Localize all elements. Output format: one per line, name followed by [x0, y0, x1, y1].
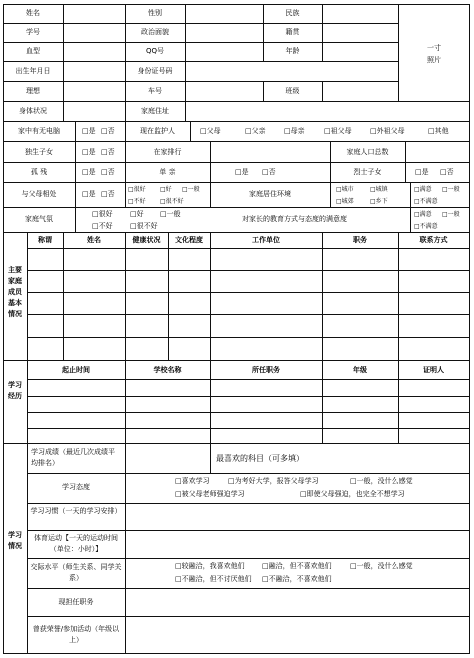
col-line	[63, 61, 64, 81]
label-parent-relation: 与父母相处	[21, 190, 57, 198]
col-line	[210, 443, 211, 473]
header-school: 学校名称	[153, 366, 182, 374]
row-line	[27, 379, 470, 380]
row-line	[3, 101, 470, 102]
col-line	[185, 4, 186, 61]
row-line	[27, 473, 470, 474]
row-line	[27, 558, 470, 559]
label-family-rank: 在家排行	[153, 148, 182, 156]
residence-city-checkbox[interactable]: □城市	[336, 186, 354, 193]
photo-placeholder: 一寸 照片	[427, 44, 441, 64]
atmosphere-average-checkbox[interactable]: □一般	[160, 210, 181, 218]
border-top	[3, 4, 470, 5]
guardian-other-checkbox[interactable]: □其他	[428, 127, 449, 135]
single-parent-no-checkbox[interactable]: □否	[262, 168, 276, 176]
header-role: 所任职务	[252, 366, 280, 374]
atmosphere-very-good-checkbox[interactable]: □很好	[92, 210, 113, 218]
col-line	[63, 101, 64, 121]
col-line	[322, 81, 323, 101]
col-line	[75, 207, 76, 232]
relation-bad-checkbox[interactable]: □不好	[128, 198, 146, 205]
row-line	[3, 182, 470, 183]
header-period: 起止时间	[62, 366, 90, 374]
guardian-father-checkbox[interactable]: □父亲	[245, 127, 266, 135]
label-qq: QQ号	[145, 47, 165, 55]
average-checkbox[interactable]: □一般	[442, 186, 460, 193]
attitude-forced-checkbox[interactable]: □被父母老师强迫学习	[175, 490, 245, 498]
row-line	[27, 530, 470, 531]
header-health: 健康状况	[132, 236, 161, 244]
martyr-yes-checkbox[interactable]: □是	[415, 168, 429, 176]
label-computer: 家中有无电脑	[18, 127, 60, 135]
col-line	[75, 141, 76, 162]
col-line	[63, 232, 64, 360]
label-habits: 学习习惯（一天的学习安排）	[30, 507, 122, 515]
attitude-neutral-checkbox[interactable]: □一般，没什么感觉	[350, 477, 413, 485]
label-social: 交际水平（师生关系、同学关系）	[30, 563, 122, 582]
parent-relation-yes-checkbox[interactable]: □是	[82, 190, 96, 198]
social-discord-not-hate-checkbox[interactable]: □不融洽，但不讨厌他们	[175, 575, 252, 583]
orphan-yes-checkbox[interactable]: □是	[82, 168, 96, 176]
label-address: 家庭住址	[141, 107, 169, 115]
label-orphan: 孤 残	[30, 168, 48, 176]
col-line	[322, 232, 323, 360]
social-harmonious-dislike-checkbox[interactable]: □融洽，但不喜欢他们	[262, 562, 332, 570]
header-witness: 证明人	[423, 366, 444, 374]
row-line	[27, 270, 470, 271]
label-age: 年龄	[285, 47, 300, 55]
relation-very-good-checkbox[interactable]: □很好	[128, 186, 146, 193]
label-name: 姓名	[26, 9, 40, 17]
header-title: 称谓	[38, 236, 52, 244]
relation-good-checkbox[interactable]: □好	[160, 186, 172, 193]
label-family-atmosphere: 家庭气氛	[25, 215, 53, 223]
label-political-status: 政治面貌	[141, 28, 169, 36]
row-line	[3, 162, 470, 163]
col-line	[75, 162, 76, 182]
col-line	[398, 232, 399, 360]
row-line	[27, 396, 470, 397]
col-line	[210, 162, 211, 182]
label-edu-satisfaction: 对家长的教育方式与态度的满意度	[242, 215, 347, 223]
col-line	[210, 232, 211, 360]
attitude-like-checkbox[interactable]: □喜欢学习	[175, 477, 210, 485]
row-line	[27, 314, 470, 315]
guardian-mother-checkbox[interactable]: □母亲	[284, 127, 305, 135]
col-line	[63, 81, 64, 101]
computer-no-checkbox[interactable]: □否	[101, 127, 115, 135]
row-line	[3, 121, 470, 122]
label-single-parent: 单 亲	[159, 168, 176, 176]
label-ethnicity: 民族	[285, 9, 300, 17]
label-gender: 性别	[148, 9, 162, 17]
atmosphere-very-bad-checkbox[interactable]: □很不好	[130, 222, 158, 230]
label-martyr: 烈士子女	[353, 168, 382, 176]
col-line	[185, 61, 186, 81]
guardian-maternal-grandparents-checkbox[interactable]: □外祖父母	[370, 127, 405, 135]
label-bus-no: 车号	[148, 87, 162, 95]
row-line	[27, 616, 470, 617]
col-line	[405, 162, 406, 182]
label-blood-type: 血型	[26, 47, 40, 55]
row-line	[27, 412, 470, 413]
header-contact: 联系方式	[419, 236, 448, 244]
computer-yes-checkbox[interactable]: □是	[82, 127, 96, 135]
row-line	[27, 337, 470, 338]
col-line	[125, 182, 126, 207]
col-line	[75, 121, 76, 141]
family-section-title: 主要家庭成员基本情况	[8, 266, 22, 318]
guardian-grandparents-checkbox[interactable]: □祖父母	[324, 127, 352, 135]
label-honors: 曾获荣誉/参加活动（年级以上）	[32, 625, 120, 644]
atmosphere-good-checkbox[interactable]: □好	[130, 210, 144, 218]
label-attitude: 学习态度	[62, 483, 90, 491]
residence-suburb-checkbox[interactable]: □城郊	[336, 198, 354, 205]
label-grades: 学习成绩（最近几次成绩平均排名）	[31, 448, 115, 467]
header-workplace: 工作单位	[252, 236, 280, 244]
edu-satisfied-checkbox[interactable]: □满意	[414, 211, 432, 218]
col-line	[185, 101, 186, 121]
label-favorite-subject: 最喜欢的科目（可多填）	[216, 454, 304, 463]
social-discord-dislike-checkbox[interactable]: □不融洽，不喜欢他们	[262, 575, 332, 583]
col-line	[190, 121, 191, 141]
social-neutral-checkbox[interactable]: □一般，没什么感觉	[350, 562, 413, 570]
row-line	[3, 207, 470, 208]
row-line	[27, 248, 470, 249]
row-line	[3, 141, 470, 142]
col-line	[410, 207, 411, 232]
row-line	[27, 503, 470, 504]
label-ideal: 理想	[26, 87, 40, 95]
edu-average-checkbox[interactable]: □一般	[442, 211, 460, 218]
label-guardian: 现在监护人	[140, 127, 175, 135]
label-exercise: 体育运动【一天的运动时间（单位：小时）】	[34, 534, 118, 553]
only-child-no-checkbox[interactable]: □否	[101, 148, 115, 156]
residence-town-checkbox[interactable]: □城镇	[370, 186, 388, 193]
row-line	[27, 292, 470, 293]
label-native-place: 籍贯	[285, 28, 300, 36]
unsatisfied-checkbox[interactable]: □不满意	[414, 198, 438, 205]
parent-relation-no-checkbox[interactable]: □否	[101, 190, 115, 198]
label-id-card: 身份证号码	[137, 67, 173, 75]
relation-average-checkbox[interactable]: □一般	[182, 186, 200, 193]
col-line	[185, 81, 186, 101]
header-name: 姓名	[87, 236, 101, 244]
label-health: 身体状况	[19, 107, 47, 115]
single-parent-yes-checkbox[interactable]: □是	[235, 168, 249, 176]
row-line	[27, 588, 470, 589]
row-line	[27, 428, 470, 429]
guardian-parents-checkbox[interactable]: □父母	[200, 127, 221, 135]
only-child-yes-checkbox[interactable]: □是	[82, 148, 96, 156]
header-position: 职务	[353, 236, 367, 244]
social-harmonious-like-checkbox[interactable]: □较融洽，我喜欢他们	[175, 562, 245, 570]
attitude-refuse-checkbox[interactable]: □即使父母强迫，也完全不想学习	[300, 490, 405, 498]
label-student-id: 学号	[26, 28, 40, 36]
header-education: 文化程度	[175, 236, 203, 244]
label-family-size: 家庭人口总数	[346, 148, 389, 156]
study-history-title: 学习经历	[8, 381, 22, 400]
col-line	[322, 4, 323, 61]
study-status-title: 学习情况	[8, 531, 22, 550]
col-line	[405, 141, 406, 162]
relation-very-bad-checkbox[interactable]: □很不好	[160, 198, 184, 205]
label-birthdate: 出生年月日	[15, 67, 51, 75]
col-line	[125, 443, 126, 653]
residence-rural-checkbox[interactable]: □乡下	[370, 198, 388, 205]
border-bottom	[3, 653, 470, 654]
label-only-child: 独生子女	[25, 148, 53, 156]
martyr-no-checkbox[interactable]: □否	[440, 168, 454, 176]
atmosphere-bad-checkbox[interactable]: □不好	[92, 222, 113, 230]
col-line	[168, 232, 169, 360]
row-line	[3, 232, 470, 233]
col-line	[75, 182, 76, 207]
col-line	[410, 182, 411, 207]
satisfied-checkbox[interactable]: □满意	[414, 186, 432, 193]
col-line	[210, 141, 211, 162]
label-current-post: 现担任职务	[58, 598, 94, 606]
label-residence-env: 家庭居住环境	[249, 190, 291, 198]
col-line	[125, 232, 126, 360]
label-class: 班级	[285, 87, 300, 95]
col-line	[330, 182, 331, 207]
section-line	[3, 443, 470, 444]
orphan-no-checkbox[interactable]: □否	[101, 168, 115, 176]
edu-unsatisfied-checkbox[interactable]: □不满意	[414, 223, 438, 230]
col-line	[63, 4, 64, 61]
section-line	[3, 360, 470, 361]
attitude-repay-checkbox[interactable]: □为考好大学，报答父母学习	[228, 477, 319, 485]
header-grade: 年级	[353, 366, 367, 374]
